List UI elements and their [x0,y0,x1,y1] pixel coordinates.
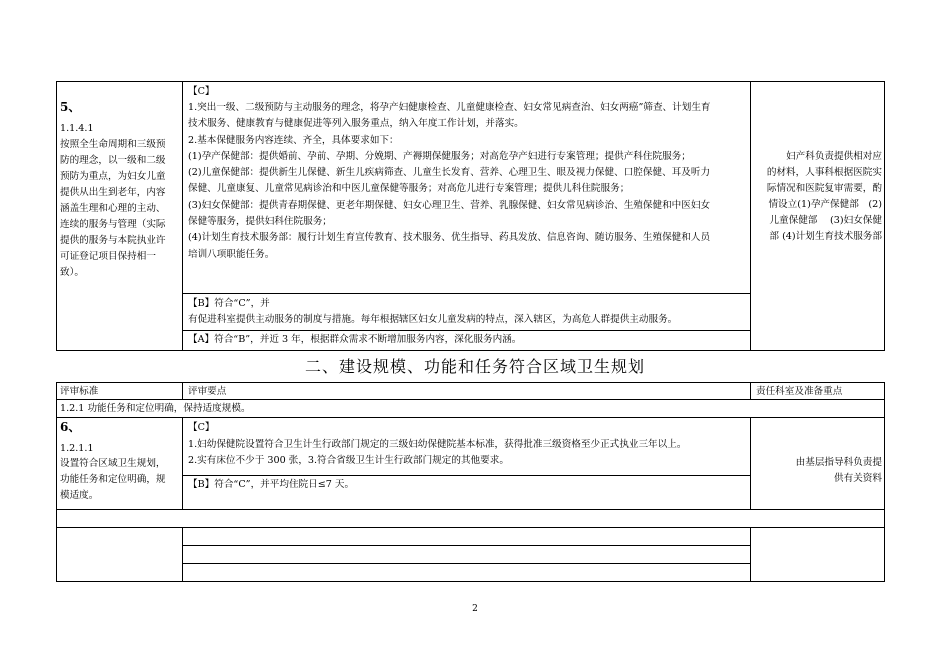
header-key-points: 评审要点 [188,386,227,397]
grade-c-label: 【C】 [188,422,215,433]
grade-c-content: 1.突出一级、二级预防与主动服务的理念，将孕产妇健康检查、儿童健康检查、妇女常见病查治、妇女两癌”筛查、计划生育 技术服务、健康教育与健康促进等列入服务重点，纳入年度工作计划，并落实。 2.基本保健服务内容连续、齐全，具体要求如下： (1)孕产保健部：提供婚前、孕前、孕期、分娩期、产褥期保健服务；对高危孕产妇进行专案管理；提供产科住院服务； (2)儿童保健部：提供新生儿保健、新生儿疾病筛查、儿童生长发育、营养、心理卫生、眼及视力保健、口腔保健、耳及听力 保健、儿童康复、儿童常见病诊治和中医儿童保健等服务；对高危儿进行专案管理；提供儿科住院服务； (3)妇女保健部：提供青春期保健、更老年期保健、妇女心理卫生、营养、乳腺保健、妇女常见病诊治、生殖保健和中医妇女 保健等服务，提供妇科住院服务； (4)计划生育技术服务部：履行计划生育宣传教育、技术服务、优生指导、药具发放、信息咨询、随访服务、生殖保健和人员 培训八项职能任务。 [188,102,711,260]
section-title: 二、建设规模、功能和任务符合区域卫生规划 [304,357,645,376]
header-criteria: 评审标准 [60,386,99,397]
subheading: 1.2.1 功能任务和定位明确，保持适度规模。 [60,403,251,414]
item-code: 1.1.4.1 [60,123,94,134]
grade-b-content: 【B】符合“C”，并平均住院日≤7 天。 [188,479,355,490]
item-number: 6、 [60,420,81,434]
responsible-department: 由基层指导科负责提 供有关资料 [795,457,882,484]
criteria-description: 设置符合区域卫生规划， 功能任务和定位明确，规 模适度。 [60,458,166,501]
criteria-description: 按照全生命周期和三级预 防的理念，以一级和二级 预防为重点，为妇女儿童 提供从出生到老年，内容 涵盖生理和心理的主动、 连续的服务与管理（实际 提供的服务与本院执业许 可证登记项目保持相一 致）。 [60,139,166,278]
header-responsible: 责任科室及准备重点 [756,386,843,397]
grade-c-content: 1.妇幼保健院设置符合卫生计生行政部门规定的三级妇幼保健院基本标准，获得批准三级资格至少正式执业三年以上。 2.实有床位不少于 300 张，3.符合省级卫生计生行政部门规定的其他要求。 [188,439,687,466]
page-number: 2 [472,604,478,614]
grade-a-content: 【A】符合“B”，并近 3 年，根据群众需求不断增加服务内容，深化服务内涵。 [188,334,522,345]
item-code: 1.2.1.1 [60,443,94,454]
item-number: 5、 [60,100,81,114]
grade-c-label: 【C】 [188,86,215,97]
responsible-department: 妇产科负责提供相对应 的材料，人事科根据医院实 际情况和医院复审需要，酌 情设立(1)孕产保健部 (2) 儿童保健部 (3)妇女保健 部 (4)计划生育技术服务部 [766,151,882,242]
grade-b-content: 【B】符合“C”，并 有促进科室提供主动服务的制度与措施。每年根据辖区妇女儿童发病的特点，深入辖区，为高危人群提供主动服务。 [188,298,678,325]
